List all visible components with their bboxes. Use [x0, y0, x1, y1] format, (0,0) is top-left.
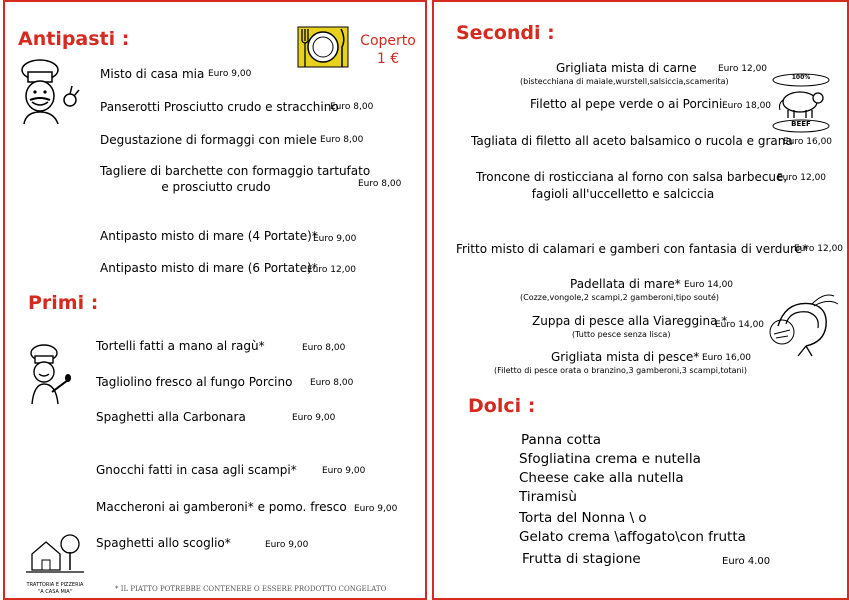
- menu-item: Maccheroni ai gamberoni* e pomo. fresco: [96, 500, 347, 514]
- menu-price: Euro 16,00: [783, 137, 833, 147]
- menu-item-line2: e prosciutto crudo: [161, 180, 271, 194]
- menu-price: Euro 14,00: [715, 320, 765, 330]
- menu-item: Fritto misto di calamari e gamberi con fantasia di verdure*: [456, 242, 809, 256]
- menu-price: Euro 12,00: [777, 173, 827, 183]
- menu-item: Zuppa di pesce alla Viareggina *: [532, 314, 728, 328]
- menu-item: Misto di casa mia: [100, 67, 205, 81]
- menu-price: Euro 8,00: [310, 378, 354, 388]
- dessert-item: Tiramisù: [519, 489, 577, 505]
- dessert-item: Cheese cake alla nutella: [519, 470, 684, 486]
- menu-price: Euro 9,00: [313, 234, 357, 244]
- menu-item: Padellata di mare*: [570, 277, 681, 291]
- menu-item: Tagliata di filetto all aceto balsamico o rucola e grana: [471, 134, 793, 148]
- beef-badge-top: 100%: [791, 74, 811, 81]
- menu-item: Spaghetti allo scoglio*: [96, 536, 231, 550]
- menu-price: Euro 18,00: [722, 101, 772, 111]
- restaurant-logo-icon: [24, 530, 86, 594]
- menu-item-line1: Troncone di rosticciana al forno con salsa barbecue,: [476, 170, 788, 184]
- menu-price: Euro 8,00: [358, 179, 402, 189]
- menu-item: Spaghetti alla Carbonara: [96, 410, 246, 424]
- menu-price: Euro 14,00: [684, 280, 734, 290]
- menu-price: Euro 9,00: [322, 466, 366, 476]
- dolci-heading: Dolci :: [468, 395, 536, 417]
- coperto-price: 1 €: [376, 51, 400, 67]
- primi-heading: Primi :: [28, 292, 99, 314]
- shrimp-icon: [768, 290, 840, 360]
- menu-item: Antipasto misto di mare (6 Portate)*: [100, 261, 318, 275]
- menu-item: Panserotti Prosciutto crudo e stracchino: [100, 100, 339, 114]
- menu-note: (Tutto pesce senza lisca): [572, 330, 671, 339]
- footer-note: * IL PIATTO POTREBBE CONTENERE O ESSERE PRODOTTO CONGELATO: [115, 585, 387, 593]
- menu-note: (Cozze,vongole,2 scampi,2 gamberoni,tipo souté): [520, 293, 719, 302]
- menu-item: Grigliata mista di pesce*: [551, 350, 700, 364]
- menu-price: Euro 12,00: [794, 244, 844, 254]
- menu-price: Euro 16,00: [702, 353, 752, 363]
- menu-item: Tortelli fatti a mano al ragù*: [96, 339, 265, 353]
- menu-item: Grigliata mista di carne: [556, 61, 697, 75]
- coperto-text: Coperto: [360, 33, 416, 49]
- logo-text: TRATTORIA E PIZZERIA "A CASA MIA": [26, 582, 84, 595]
- menu-note: (Filetto di pesce orata o branzino,3 gamberoni,3 scampi,totani): [494, 366, 747, 375]
- menu-price: Euro 8,00: [302, 343, 346, 353]
- dessert-item: Frutta di stagione: [522, 551, 641, 567]
- antipasti-heading: Antipasti :: [18, 28, 130, 50]
- cow-icon: [770, 72, 832, 134]
- dessert-item: Panna cotta: [521, 432, 602, 448]
- menu-price: Euro 9,00: [292, 413, 336, 423]
- menu-price: Euro 8,00: [320, 135, 364, 145]
- menu-item-line1: Tagliere di barchette con formaggio tartufato: [100, 164, 371, 178]
- dessert-item: Gelato crema \affogato\con frutta: [519, 529, 746, 545]
- coperto-label: [358, 32, 418, 68]
- menu-note: (bistecchiana di maiale,wurstell,salsiccia,scamerita): [520, 77, 729, 86]
- menu-price: Euro 12,00: [307, 265, 357, 275]
- plate-cutlery-icon: [292, 21, 354, 73]
- menu-item: Degustazione di formaggi con miele: [100, 133, 317, 147]
- chef-icon: [12, 56, 84, 124]
- small-chef-icon: [22, 344, 72, 406]
- menu-item: Tagliolino fresco al fungo Porcino: [96, 375, 293, 389]
- menu-price: Euro 9,00: [354, 504, 398, 514]
- menu-item: Filetto al pepe verde o ai Porcini: [530, 97, 723, 111]
- secondi-heading: Secondi :: [456, 22, 555, 44]
- menu-item-line2: fagioli all'uccelletto e salciccia: [531, 187, 715, 201]
- menu-price: Euro 9,00: [208, 69, 252, 79]
- beef-badge-bottom: BEEF: [791, 120, 811, 128]
- menu-item: Gnocchi fatti in casa agli scampi*: [96, 463, 297, 477]
- menu-price: Euro 12,00: [718, 64, 768, 74]
- dessert-price: Euro 4.00: [722, 556, 771, 567]
- menu-price: Euro 9,00: [265, 540, 309, 550]
- menu-item: Antipasto misto di mare (4 Portate)*: [100, 229, 318, 243]
- dessert-item: Torta del Nonna \ o: [519, 510, 647, 526]
- dessert-item: Sfogliatina crema e nutella: [519, 451, 701, 467]
- menu-price: Euro 8,00: [330, 102, 374, 112]
